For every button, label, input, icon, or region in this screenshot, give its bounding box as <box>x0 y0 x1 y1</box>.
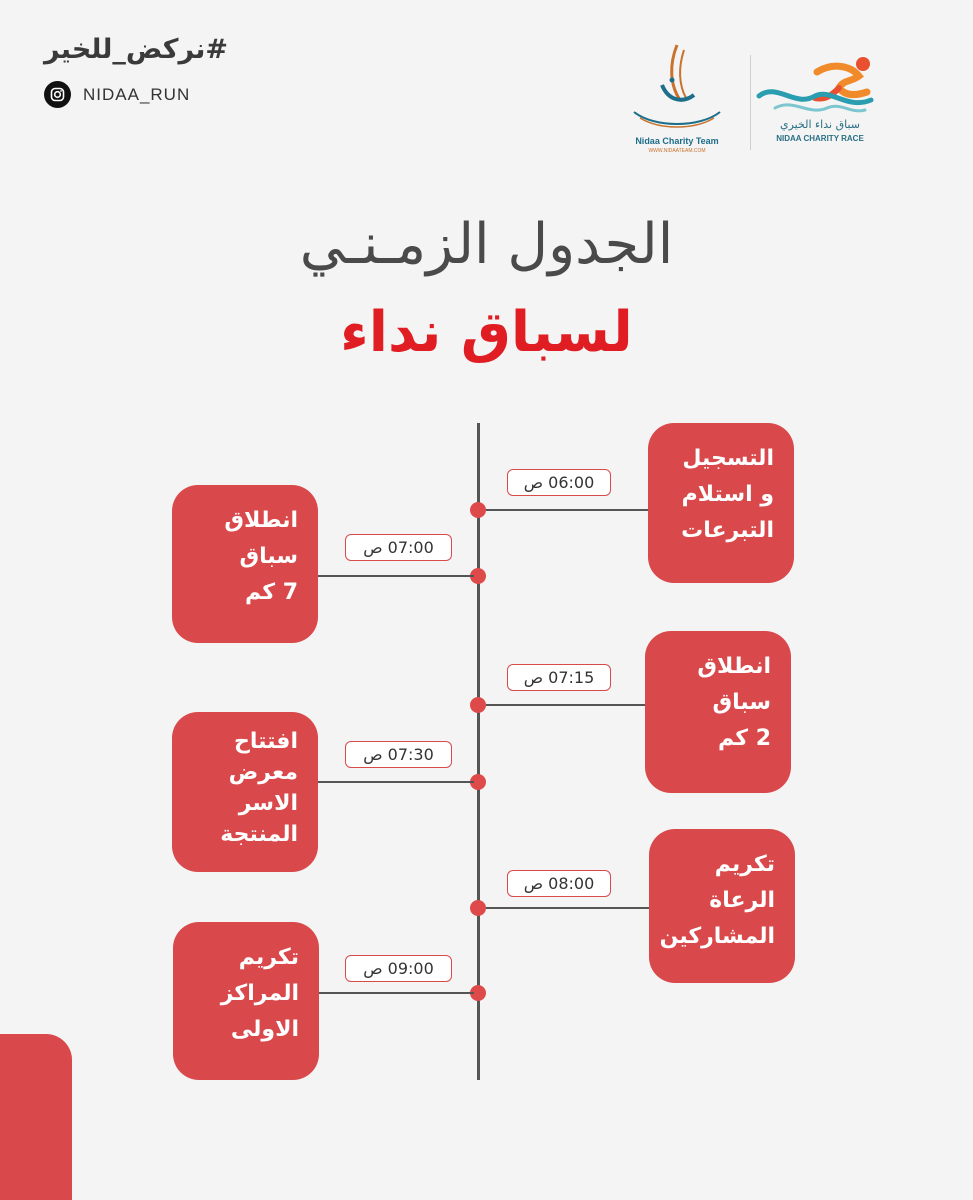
event-line: تكريم <box>238 945 299 970</box>
event-line: انطلاق <box>697 654 771 679</box>
race-name-en: NIDAA CHARITY RACE <box>776 134 864 143</box>
runner-icon <box>755 52 885 116</box>
timeline-connector <box>486 509 648 511</box>
logo-divider <box>750 55 751 150</box>
event-time: 08:00 ص <box>507 870 611 897</box>
page-title: الجدول الزمـنـي <box>299 212 674 277</box>
instagram-link[interactable] <box>44 81 190 108</box>
event-card <box>172 712 318 872</box>
event-card <box>172 485 318 643</box>
nidaa-race-logo <box>755 52 885 152</box>
event-line: سباق <box>712 690 771 715</box>
nidaa-team-logo <box>622 40 732 158</box>
event-line: المراكز <box>220 981 299 1006</box>
event-time: 07:00 ص <box>345 534 452 561</box>
event-line: الرعاة <box>709 888 775 913</box>
event-card <box>648 423 794 583</box>
timeline-connector <box>318 781 474 783</box>
event-line: انطلاق <box>224 508 298 533</box>
team-url: WWW.NIDAATEAM.COM <box>648 148 706 154</box>
team-name: Nidaa Charity Team <box>635 136 719 146</box>
timeline-connector <box>318 992 474 994</box>
event-time: 06:00 ص <box>507 469 611 496</box>
event-line: المنتجة <box>220 822 298 847</box>
nidaa-team-emblem <box>622 40 732 135</box>
timeline-axis <box>477 423 480 1080</box>
timeline-dot <box>470 502 486 518</box>
event-line: الاولى <box>230 1017 299 1042</box>
event-card <box>649 829 795 983</box>
event-line: التسجيل <box>682 446 774 471</box>
timeline-dot <box>470 900 486 916</box>
hashtag-text: #نركض_للخير <box>44 34 229 65</box>
event-line: و استلام <box>681 482 774 507</box>
event-card <box>645 631 791 793</box>
event-time: 09:00 ص <box>345 955 452 982</box>
event-line: تكريم <box>714 852 775 877</box>
event-line: معرض <box>228 760 298 785</box>
event-time: 07:15 ص <box>507 664 611 691</box>
event-line: التبرعات <box>681 518 774 543</box>
event-line: الاسر <box>238 791 298 816</box>
timeline-dot <box>470 697 486 713</box>
event-time: 07:30 ص <box>345 741 452 768</box>
timeline-connector <box>486 907 649 909</box>
event-line: افتتاح <box>233 729 298 754</box>
event-line: 2 كم <box>717 726 771 751</box>
instagram-icon <box>44 81 71 108</box>
race-name-ar: سباق نداء الخيري <box>780 118 860 131</box>
decorative-corner-block <box>0 1034 72 1200</box>
event-line: 7 كم <box>244 580 298 605</box>
timeline-connector <box>486 704 646 706</box>
page-subtitle: لسباق نداء <box>340 300 633 365</box>
event-line: المشاركين <box>659 924 775 949</box>
timeline-connector <box>318 575 474 577</box>
event-line: سباق <box>239 544 298 569</box>
instagram-handle: NIDAA_RUN <box>83 84 191 104</box>
event-card <box>173 922 319 1080</box>
